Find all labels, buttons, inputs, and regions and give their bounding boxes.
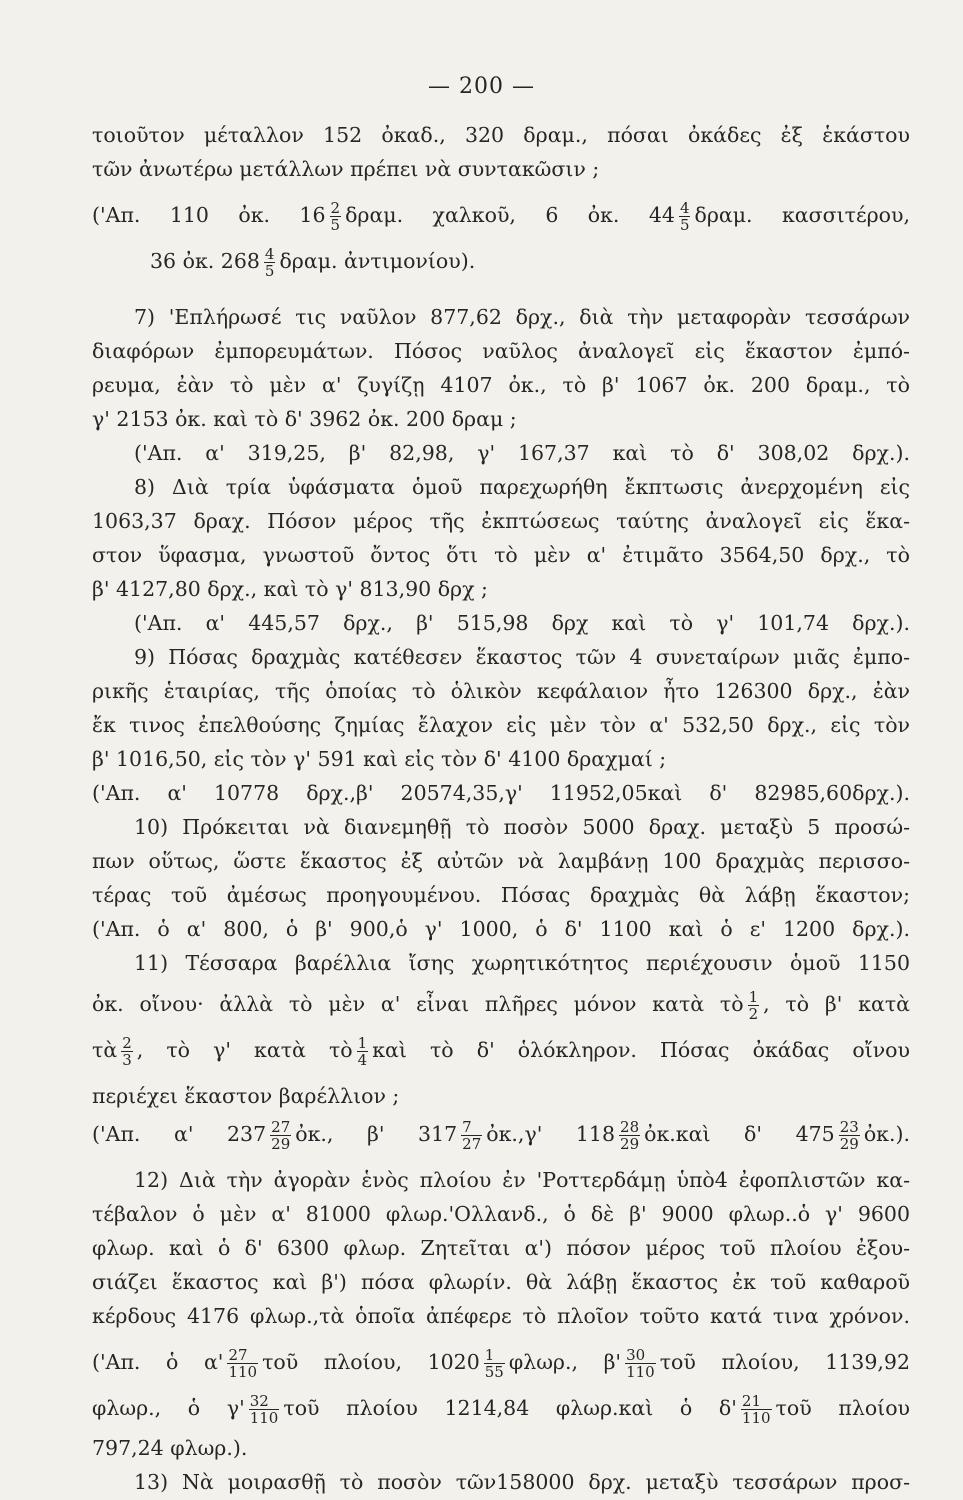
text-line	[134, 640, 910, 674]
text-segment: 797,24 φλωρ.).	[92, 1436, 248, 1460]
fraction-numerator: 4	[264, 245, 275, 263]
text-segment: ('Απ. α' 237	[92, 1122, 267, 1146]
text-segment: ὀκ., β' 317	[295, 1122, 458, 1146]
text-segment: ('Απ. 110 ὀκ. 16	[92, 203, 326, 227]
text-segment: φλωρ. καὶ ὁ δ' 6300 φλωρ. Ζητεῖται α') πόσον μέρος τοῦ πλοίου ἐξου-	[92, 1236, 910, 1260]
fraction-numerator: 1	[357, 1034, 368, 1052]
text-line	[92, 987, 910, 1022]
text-segment: διαφόρων ἐμπορευμάτων. Πόσος ναῦλος ἀναλογεῖ εἰς ἕκαστον ἐμπό-	[92, 339, 910, 363]
text-line	[92, 198, 910, 233]
fraction-numerator: 2	[330, 199, 341, 217]
text-line	[92, 1345, 910, 1380]
text-line	[92, 878, 910, 912]
text-line	[134, 1163, 910, 1197]
fraction	[625, 1347, 656, 1380]
fraction-denominator: 29	[620, 1135, 640, 1153]
fraction	[484, 1347, 505, 1380]
text-line	[92, 152, 910, 186]
text-line	[92, 1231, 910, 1265]
text-segment: δραμ. κασσιτέρου,	[694, 203, 910, 227]
text-line	[92, 1079, 910, 1113]
fraction-denominator: 55	[484, 1363, 504, 1381]
fraction-numerator: 23	[839, 1118, 859, 1136]
fraction-numerator: 27	[271, 1118, 291, 1136]
fraction	[227, 1347, 258, 1380]
fraction-denominator: 2	[748, 1005, 759, 1023]
text-segment: σιάζει ἕκαστος καὶ β') πόσα φλωρίν. θὰ λάβῃ ἕκαστος ἐκ τοῦ καθαροῦ	[92, 1270, 910, 1294]
fraction	[330, 200, 342, 233]
text-segment: τοῦ πλοίου 1214,84 φλωρ.καὶ ὁ δ'	[283, 1396, 737, 1420]
text-segment: τοῦ πλοίου	[775, 1396, 911, 1420]
fraction-numerator: 1	[484, 1347, 505, 1364]
fraction-denominator: 3	[122, 1051, 132, 1069]
fraction	[741, 1393, 772, 1426]
text-segment: ὀκ. οἴνου· ἀλλὰ τὸ μὲν α' εἶναι πλῆρες μόνον κατὰ τὸ	[92, 992, 744, 1016]
text-segment: ('Απ. α' 445,57 δρχ., β' 515,98 δρχ καὶ τὸ γ' 101,74 δρχ.).	[134, 611, 910, 635]
text-segment: περιέχει ἕκαστον βαρέλλιον ;	[92, 1084, 400, 1108]
text-segment: β' 4127,80 δρχ., καὶ τὸ γ' 813,90 δρχ ;	[92, 577, 488, 601]
fraction-denominator: 27	[462, 1135, 482, 1153]
text-segment: , τὸ γ' κατὰ τὸ	[136, 1038, 353, 1062]
text-segment: 13) Νὰ μοιρασθῇ τὸ ποσὸν τῶν158000 δρχ. μεταξὺ τεσσάρων προσ-	[134, 1470, 910, 1494]
fraction-numerator: 28	[620, 1118, 640, 1136]
text-line	[92, 504, 910, 538]
text-segment: δραμ. ἀντιμονίου).	[279, 249, 476, 273]
text-segment: 12) Διὰ τὴν ἀγορὰν ἑνὸς πλοίου ἐν 'Ροττερδάμῃ ὑπὸ4 ἐφοπλιστῶν κα-	[134, 1168, 910, 1192]
text-line	[134, 300, 910, 334]
text-segment: τῶν ἀνωτέρω μετάλλων πρέπει νὰ συντακῶσιν ;	[92, 157, 600, 181]
fraction-numerator: 7	[461, 1119, 482, 1136]
text-segment: ὀκ.καὶ δ' 475	[644, 1122, 835, 1146]
fraction	[270, 1119, 291, 1152]
text-line	[134, 1465, 910, 1499]
text-segment: τέρας τοῦ ἀμέσως προηγουμένου. Πόσας δραχμὰς θὰ λάβῃ ἕκαστον;	[92, 883, 910, 907]
fraction-denominator: 5	[679, 216, 690, 234]
text-line	[150, 244, 910, 279]
text-segment: ἔκ τινος ἐπελθούσης ζημίας ἔλαχον εἰς μὲν τὸν α' 532,50 δρχ., εἰς τὸν	[92, 713, 910, 737]
text-segment: 1063,37 δραχ. Πόσον μέρος τῆς ἐκπτώσεως ταύτης ἀναλογεῖ εἰς ἕκα-	[92, 509, 910, 533]
text-segment: τοῦ πλοίου, 1139,92	[659, 1350, 910, 1374]
fraction	[249, 1393, 280, 1426]
text-segment: 7) 'Επλήρωσέ τις ναῦλον 877,62 δρχ., διὰ τὴν μεταφορὰν τεσσάρων	[134, 305, 910, 329]
text-line	[92, 776, 910, 810]
fraction-numerator: 30	[625, 1347, 656, 1364]
text-segment: ('Απ. α' 319,25, β' 82,98, γ' 167,37 καὶ τὸ δ' 308,02 δρχ.).	[134, 441, 910, 465]
text-segment: στον ὕφασμα, γνωστοῦ ὄντος ὅτι τὸ μὲν α' ἐτιμᾶτο 3564,50 δρχ., τὸ	[92, 543, 910, 567]
text-segment: φλωρ., ὁ γ'	[92, 1396, 245, 1420]
text-line	[92, 742, 910, 776]
text-line	[92, 572, 910, 606]
text-line	[134, 946, 910, 980]
fraction-numerator: 1	[748, 988, 759, 1006]
fraction-numerator: 2	[122, 1034, 132, 1052]
fraction-denominator: 110	[249, 1409, 279, 1427]
text-segment: τέβαλον ὁ μὲν α' 81000 φλωρ.'Ολλανδ., ὁ δὲ β' 9000 φλωρ..ὁ γ' 9600	[92, 1202, 910, 1226]
text-segment: ('Απ. α' 10778 δρχ.,β' 20574,35,γ' 11952,05καὶ δ' 82985,60δρχ.).	[92, 781, 910, 805]
text-line	[92, 1431, 910, 1465]
fraction-denominator: 29	[839, 1135, 859, 1153]
fraction	[461, 1119, 482, 1152]
fraction	[679, 200, 691, 233]
text-segment: ('Απ. ὁ α'	[92, 1350, 224, 1374]
text-line	[92, 1117, 910, 1152]
fraction-numerator: 4	[679, 199, 690, 217]
fraction	[619, 1119, 640, 1152]
text-segment: τοιοῦτον μέταλλον 152 ὀκαδ., 320 δραμ., πόσαι ὀκάδες ἐξ ἑκάστου	[92, 123, 910, 147]
text-line	[92, 368, 910, 402]
fraction-numerator: 27	[227, 1347, 258, 1364]
page-number: — 200 —	[428, 74, 535, 99]
text-line	[92, 1033, 910, 1068]
text-segment: δραμ. χαλκοῦ, 6 ὀκ. 44	[345, 203, 675, 227]
text-segment: 9) Πόσας δραχμὰς κατέθεσεν ἕκαστος τῶν 4 συνεταίρων μιᾶς ἐμπο-	[134, 645, 910, 669]
text-line	[92, 674, 910, 708]
text-line	[92, 334, 910, 368]
fraction-numerator: 21	[741, 1393, 772, 1410]
text-segment: καὶ τὸ δ' ὁλόκληρον. Πόσας ὀκάδας οἴνου	[372, 1038, 910, 1062]
text-line	[134, 606, 910, 640]
fraction-denominator: 5	[330, 216, 341, 234]
text-segment: ὀκ.,γ' 118	[486, 1122, 616, 1146]
fraction	[748, 989, 760, 1022]
text-segment: ὀκ.).	[863, 1122, 910, 1146]
fraction-denominator: 110	[741, 1409, 771, 1427]
fraction	[839, 1119, 860, 1152]
text-line	[92, 538, 910, 572]
text-line	[92, 1265, 910, 1299]
text-line	[92, 844, 910, 878]
text-line	[92, 708, 910, 742]
fraction	[264, 246, 276, 279]
fraction	[121, 1035, 133, 1068]
fraction-denominator: 4	[357, 1051, 368, 1069]
fraction-denominator: 29	[271, 1135, 291, 1153]
fraction	[357, 1035, 369, 1068]
text-segment: 11) Τέσσαρα βαρέλλια ἴσης χωρητικότητος περιέχουσιν ὁμοῦ 1150	[134, 951, 910, 975]
text-segment: τὰ	[92, 1038, 118, 1062]
text-segment: ('Απ. ὁ α' 800, ὁ β' 900,ὁ γ' 1000, ὁ δ' 1100 καὶ ὁ ε' 1200 δρχ.).	[92, 917, 910, 941]
text-segment: ρικῆς ἑταιρίας, τῆς ὁποίας τὸ ὁλικὸν κεφάλαιον ἦτο 126300 δρχ., ἐὰν	[92, 679, 910, 703]
text-segment: β' 1016,50, εἰς τὸν γ' 591 καὶ εἰς τὸν δ' 4100 δραχμαί ;	[92, 747, 667, 771]
text-line	[134, 436, 910, 470]
fraction-denominator: 110	[228, 1363, 258, 1381]
text-line	[92, 402, 910, 436]
text-segment: πων οὕτως, ὥστε ἕκαστος ἐξ αὐτῶν νὰ λαμβάνῃ 100 δραχμὰς περισσο-	[92, 849, 910, 873]
text-segment: ρευμα, ἐὰν τὸ μὲν α' ζυγίζῃ 4107 ὀκ., τὸ β' 1067 ὀκ. 200 δραμ., τὸ	[92, 373, 910, 397]
text-line	[134, 470, 910, 504]
text-line	[92, 1197, 910, 1231]
fraction-denominator: 5	[264, 262, 275, 280]
text-segment: 8) Διὰ τρία ὑφάσματα ὁμοῦ παρεχωρήθη ἔκπτωσις ἀνερχομένη εἰς	[134, 475, 910, 499]
text-segment: φλωρ., β'	[508, 1350, 622, 1374]
fraction-denominator: 110	[626, 1363, 655, 1381]
text-segment: κέρδους 4176 φλωρ.,τὰ ὁποῖα ἀπέφερε τὸ πλοῖον τοῦτο κατά τινα χρόνον.	[92, 1304, 910, 1328]
text-line	[92, 118, 910, 152]
text-line	[134, 810, 910, 844]
text-line	[92, 912, 910, 946]
text-segment: , τὸ β' κατὰ	[763, 992, 910, 1016]
text-segment: 36 ὀκ. 268	[150, 249, 260, 273]
text-line	[92, 1391, 910, 1426]
text-segment: 10) Πρόκειται νὰ διανεμηθῇ τὸ ποσὸν 5000 δραχ. μεταξὺ 5 προσώ-	[134, 815, 910, 839]
text-line	[92, 1299, 910, 1333]
fraction-numerator: 32	[249, 1393, 280, 1410]
text-segment: γ' 2153 ὀκ. καὶ τὸ δ' 3962 ὀκ. 200 δραμ ;	[92, 407, 517, 431]
text-segment: τοῦ πλοίου, 1020	[262, 1350, 480, 1374]
